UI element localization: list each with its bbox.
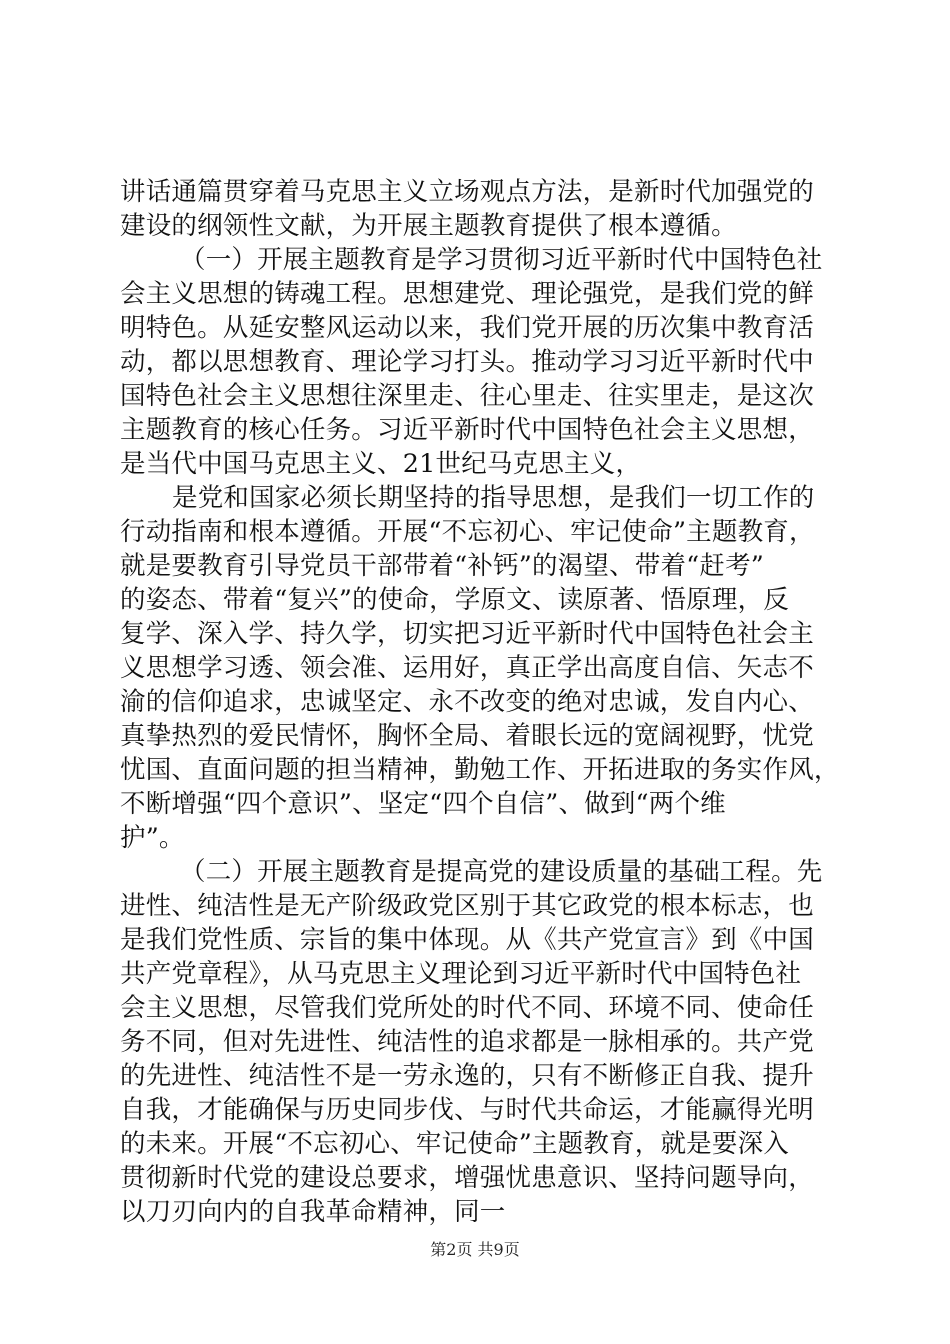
text-line: 忧国、直面问题的担当精神，勤勉工作、开拓进取的务实作风， xyxy=(120,755,840,785)
text-line: 建设的纲领性文献，为开展主题教育提供了根本遵循。 xyxy=(120,211,737,241)
text-line: 进性、纯洁性是无产阶级政党区别于其它政党的根本标志，也 xyxy=(120,891,814,921)
page-footer xyxy=(0,1240,950,1260)
text-line: 不断增强“四个意识”、坚定“四个自信”、做到“两个维 xyxy=(120,789,726,819)
text-line: 护”。 xyxy=(120,823,185,853)
text-line: 讲话通篇贯穿着马克思主义立场观点方法，是新时代加强党的 xyxy=(120,177,814,207)
text-line: 行动指南和根本遵循。开展“不忘初心、牢记使命”主题教育， xyxy=(120,517,815,547)
text-line: 的先进性、纯洁性不是一劳永逸的，只有不断修正自我、提升 xyxy=(120,1061,814,1091)
text-line: 主题教育的核心任务。习近平新时代中国特色社会主义思想， xyxy=(120,415,814,445)
page-number-label: 第2页 共9页 xyxy=(430,1240,520,1259)
text-line: 义思想学习透、领会准、运用好，真正学出高度自信、矢志不 xyxy=(120,653,814,683)
paragraph-start-line: 是党和国家必须长期坚持的指导思想，是我们一切工作的 xyxy=(172,483,815,513)
paragraph-1-heading-line: （一）开展主题教育是学习贯彻习近平新时代中国特色社 xyxy=(180,245,823,275)
text-line: 是当代中国马克思主义、21世纪马克思主义， xyxy=(120,449,642,479)
paragraph-2-heading-line: （二）开展主题教育是提高党的建设质量的基础工程。先 xyxy=(180,857,823,887)
text-line: 自我，才能确保与历史同步伐、与时代共命运，才能赢得光明 xyxy=(120,1095,814,1125)
text-line: 复学、深入学、持久学，切实把习近平新时代中国特色社会主 xyxy=(120,619,814,649)
text-line: 会主义思想的铸魂工程。思想建党、理论强党，是我们党的鲜 xyxy=(120,279,814,309)
text-line: 会主义思想，尽管我们党所处的时代不同、环境不同、使命任 xyxy=(120,993,814,1023)
text-line: 贯彻新时代党的建设总要求，增强忧患意识、坚持问题导向， xyxy=(120,1163,814,1193)
text-line: 动，都以思想教育、理论学习打头。推动学习习近平新时代中 xyxy=(120,347,814,377)
text-line: 以刀刃向内的自我革命精神，同一 xyxy=(120,1197,506,1227)
text-line: 务不同，但对先进性、纯洁性的追求都是一脉相承的。共产党 xyxy=(120,1027,814,1057)
text-line: 渝的信仰追求，忠诚坚定、永不改变的绝对忠诚，发自内心、 xyxy=(120,687,814,717)
text-line: 共产党章程》，从马克思主义理论到习近平新时代中国特色社 xyxy=(120,959,802,989)
text-line: 的姿态、带着“复兴”的使命，学原文、读原著、悟原理，反 xyxy=(120,585,789,615)
text-line: 就是要教育引导党员干部带着“补钙”的渴望、带着“赶考” xyxy=(120,551,765,581)
text-line: 真挚热烈的爱民情怀，胸怀全局、着眼长远的宽阔视野，忧党 xyxy=(120,721,814,751)
text-line: 的未来。开展“不忘初心、牢记使命”主题教育，就是要深入 xyxy=(120,1129,789,1159)
text-line: 是我们党性质、宗旨的集中体现。从《共产党宣言》到《中国 xyxy=(120,925,814,955)
text-line: 国特色社会主义思想往深里走、往心里走、往实里走，是这次 xyxy=(120,381,814,411)
text-line: 明特色。从延安整风运动以来，我们党开展的历次集中教育活 xyxy=(120,313,814,343)
